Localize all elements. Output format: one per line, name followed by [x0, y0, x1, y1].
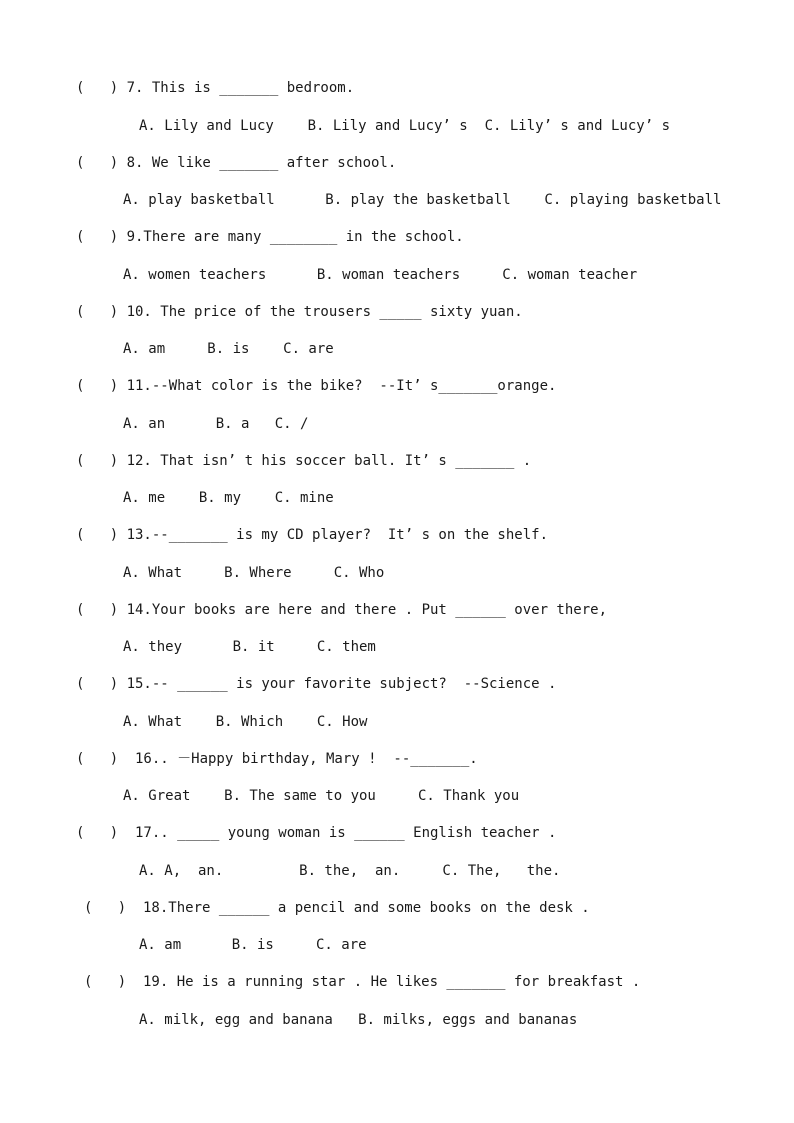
question-options: A. play basketball B. play the basketball C. playing basketball [123, 192, 722, 208]
question-options: A. milk, egg and banana B. milks, eggs and bananas [139, 1012, 578, 1028]
question-options: A. What B. Which C. How [123, 714, 368, 730]
question-options: A. What B. Where C. Who [123, 565, 385, 581]
question-stem: ( ) 17.. _____ young woman is ______ English teacher . [76, 825, 557, 841]
question-stem: ( ) 11.--What color is the bike? --It’ s_______orange. [76, 378, 557, 394]
question-stem: ( ) 19. He is a running star . He likes _______ for breakfast . [84, 974, 641, 990]
question-options: A. Great B. The same to you C. Thank you [123, 788, 520, 804]
question-options: A. am B. is C. are [139, 937, 367, 953]
question-options: A. Lily and Lucy B. Lily and Lucy’ s C. Lily’ s and Lucy’ s [139, 118, 671, 134]
question-stem: ( ) 13.--_______ is my CD player? It’ s on the shelf. [76, 527, 549, 543]
question-stem: ( ) 7. This is _______ bedroom. [76, 80, 355, 96]
question-options: A. they B. it C. them [123, 639, 376, 655]
question-stem: ( ) 9.There are many ________ in the school. [76, 229, 464, 245]
question-stem: ( ) 10. The price of the trousers _____ sixty yuan. [76, 304, 523, 320]
question-stem: ( ) 18.There ______ a pencil and some books on the desk . [84, 900, 590, 916]
question-stem: ( ) 8. We like _______ after school. [76, 155, 397, 171]
question-options: A. me B. my C. mine [123, 490, 334, 506]
question-options: A. an B. a C. / [123, 416, 309, 432]
question-stem: ( ) 15.-- ______ is your favorite subject? --Science . [76, 676, 557, 692]
question-stem: ( ) 12. That isn’ t his soccer ball. It’ s _______ . [76, 453, 532, 469]
question-stem: ( ) 16.. －Happy birthday, Mary ! --_______. [76, 751, 478, 767]
question-options: A. A, an. B. the, an. C. The, the. [139, 863, 561, 879]
question-options: A. am B. is C. are [123, 341, 334, 357]
question-options: A. women teachers B. woman teachers C. woman teacher [123, 267, 638, 283]
question-stem: ( ) 14.Your books are here and there . Put ______ over there, [76, 602, 608, 618]
